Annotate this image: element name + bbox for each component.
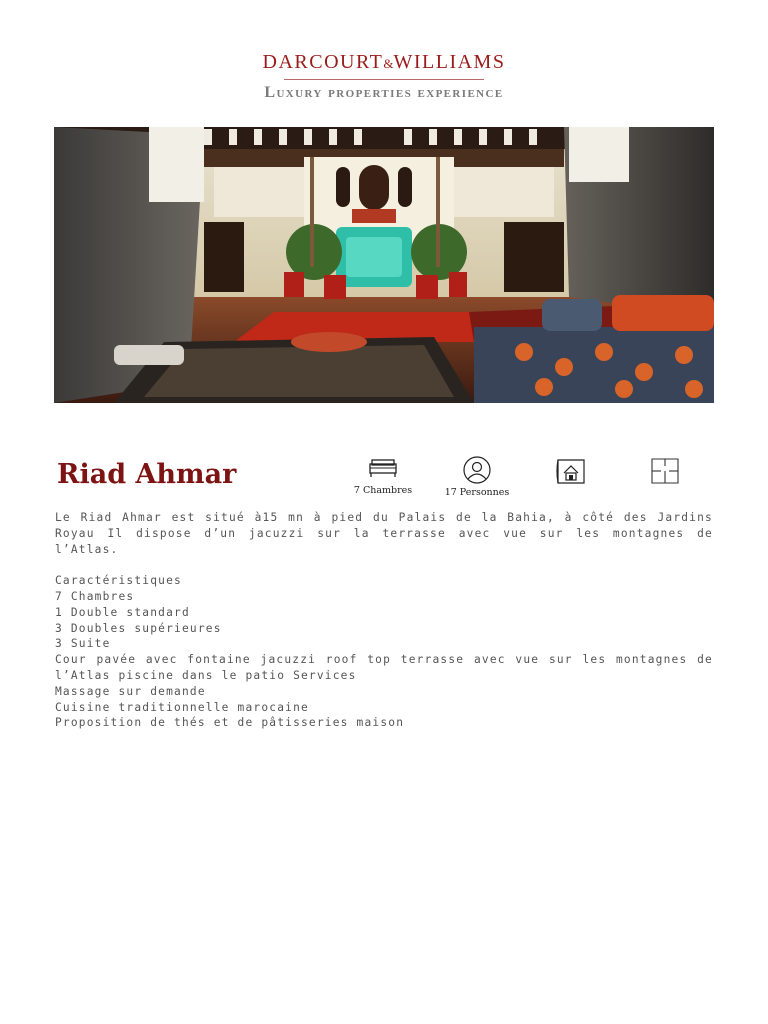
feature-house-plan [526,456,616,486]
person-icon [461,456,493,484]
characteristic-line: Massage sur demande [55,684,206,698]
brand-tagline: Luxury properties experience [264,84,504,101]
property-title: Riad Ahmar [57,459,237,490]
house-plan-icon [555,456,587,486]
feature-floorplan [620,456,710,486]
property-description: Le Riad Ahmar est situé à15 mn à pied du Palais de la Bahia, à côté des Jardins Royau Il dispose d’un jacuzzi sur la terrasse avec vue sur les montagnes de l’Atlas. [55,511,713,556]
brand-divider [284,79,484,80]
brand-logo: DARCOURT&WILLIAMS [262,51,506,73]
brand-header [0,50,768,102]
characteristic-line: Cuisine traditionnelle marocaine [55,700,309,714]
characteristics-title: Caractéristiques [55,574,182,588]
property-description-block [55,510,713,731]
characteristic-line: Cour pavée avec fontaine jacuzzi roof top terrasse avec vue sur les montagnes de l’Atlas piscine dans le patio Services [55,653,713,682]
characteristic-line: 1 Double standard [55,605,190,619]
characteristic-line: 3 Doubles supérieures [55,621,222,635]
characteristic-line: 3 Suite [55,637,111,651]
property-photo [54,127,714,403]
floorplan-icon [649,456,681,486]
bed-icon [367,456,399,482]
characteristic-line: Proposition de thés et de pâtisseries maison [55,716,405,730]
feature-bedrooms [338,456,428,496]
feature-persons-label: 17 Personnes [444,487,510,498]
characteristic-line: 7 Chambres [55,589,135,603]
feature-bedrooms-label: 7 Chambres [353,485,413,496]
feature-persons [432,456,522,498]
